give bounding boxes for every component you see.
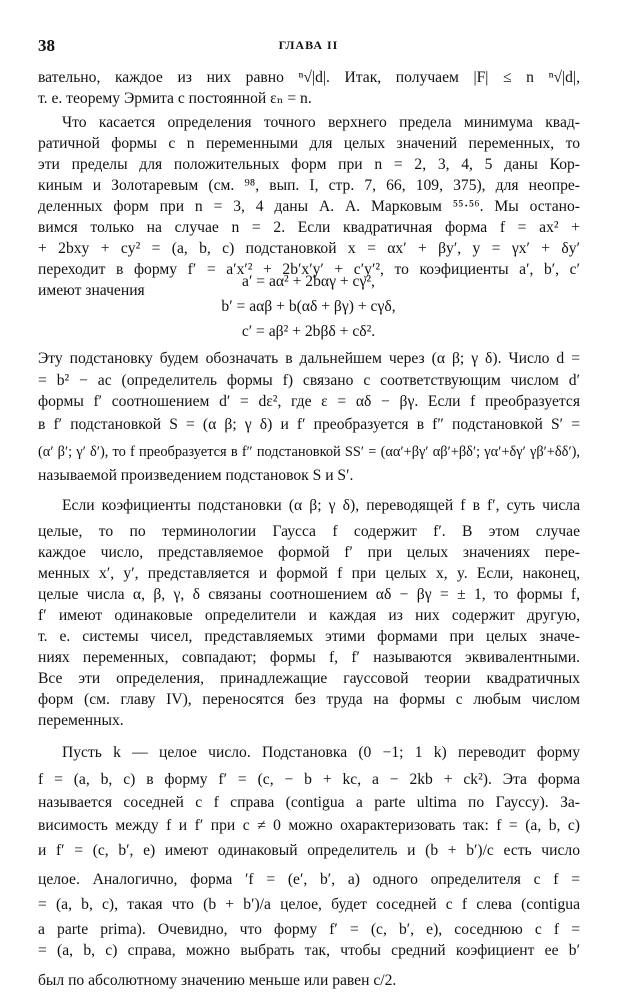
text-line: ратичной формы с n переменными для целых значений переменных, то: [38, 135, 580, 152]
text-line: Эту подстановку будем обозначать в дальнейшем через (α β; γ δ). Число d =: [38, 350, 580, 367]
text-line: (α′ β′; γ′ δ′), то f преобразуется в f″ подстановкой SS′ = (αα′+βγ′ αβ′+βδ′; γα′+δγ′ γβ′+δδ′),: [38, 444, 580, 460]
text-line: Пусть k — целое число. Подстановка (0 −1; 1 k) переводит форму: [62, 744, 580, 761]
text-line: каждое число, представляемое формой f′ при целых значениях пере-: [38, 544, 580, 561]
text-line: = (a, b, c), такая что (b + b′)/a целое, будет соседней с f слева (contigua: [38, 896, 580, 913]
text-line: целое. Аналогично, форма ′f = (e′, b′, a) одного определителя с f =: [38, 871, 580, 888]
text-line: c′ = aβ² + 2bβδ + cδ².: [241, 323, 376, 340]
text-line: называемой произведением подстановок S и S′.: [38, 467, 354, 484]
text-line: f′ имеют одинаковые определители и каждая из них содержит другую,: [38, 607, 580, 624]
text-line: a′ = aα² + 2bαγ + cγ²,: [242, 273, 375, 290]
text-line: в f′ подстановкой S = (α β; γ δ) и f′ преобразуется в f″ подстановкой S′ =: [38, 416, 580, 433]
text-line: менных x′, y′, представляется и формой f при целых x, y. Если, наконец,: [38, 565, 580, 582]
text-line: Все эти определения, принадлежащие гауссовой теории квадратичных: [38, 670, 580, 687]
text-line: переходит в форму f′ = a′x′² + 2b′x′y′ + c′y′², то коэфициенты a′, b′, c′: [38, 261, 580, 278]
text-line: ниях переменных, совпадают; формы f, f′ называются эквивалентными.: [38, 649, 580, 666]
text-line: т. е. системы чисел, представляемых этими формами при целых значе-: [38, 628, 580, 645]
text-line: называется соседней с f справа (contigua a parte ultima по Гауссу). За-: [38, 794, 580, 811]
text-line: т. е. теорему Эрмита с постоянной εₙ = n.: [38, 90, 312, 107]
text-line: целые числа α, β, γ, δ связаны соотношением αδ − βγ = ± 1, то формы f,: [38, 586, 580, 603]
text-line: Что касается определения точного верхнего предела минимума квад-: [62, 114, 580, 131]
text-line: целые, то по терминологии Гаусса f содержит f′. В этом случае: [38, 523, 580, 540]
text-line: = b² − ac (определитель формы f) связано с соответствующим числом d′: [38, 372, 580, 389]
text-line: и f′ = (c, b′, e) имеют одинаковый определитель и (b + b′)/c есть число: [38, 842, 580, 859]
text-line: формы f′ соотношением d′ = dε², где ε = αδ − βγ. Если f преобразуется: [38, 393, 580, 410]
text-line: был по абсолютному значению меньше или равен c/2.: [38, 972, 397, 989]
text-line: вимся только на случае n = 2. Если квадратичная форма f = ax² +: [38, 219, 580, 236]
text-line: киным и Золотаревым (см. ⁹⁸, вып. I, стр. 7, 66, 109, 375), для неопре-: [38, 177, 580, 194]
text-line: b′ = aαβ + b(αδ + βγ) + cγδ,: [221, 298, 396, 315]
text-line: + 2bxy + cy² = (a, b, c) подстановкой x = αx′ + βy′, y = γx′ + δy′: [38, 240, 580, 257]
text-line: вательно, каждое из них равно ⁿ√|d|. Итак, получаем |F| ≤ n ⁿ√|d|,: [38, 69, 580, 86]
text-line: f = (a, b, c) в форму f′ = (c, − b + kc, a − 2kb + ck²). Эта форма: [38, 771, 580, 788]
text-line: = (a, b, c) справа, можно выбрать так, чтобы средний коэфициент ее b′: [38, 942, 580, 959]
text-line: имеют значения: [38, 282, 145, 299]
running-header: ГЛАВА II: [278, 38, 339, 52]
text-line: висимость между f и f′ при c ≠ 0 можно охарактеризовать так: f = (a, b, c): [38, 817, 580, 834]
text-line: переменных.: [38, 712, 124, 729]
text-line: деленных форм при n = 3, 4 даны А. А. Марковым ⁵⁵·⁵⁶. Мы остано-: [38, 198, 580, 215]
page-number: 38: [38, 36, 55, 55]
text-line: эти пределы для положительных форм при n = 2, 3, 4, 5 даны Кор-: [38, 156, 580, 173]
text-line: форм (см. главу IV), переносятся без труда на формы с любым числом: [38, 691, 580, 708]
text-line: Если коэфициенты подстановки (α β; γ δ), переводящей f в f′, суть числа: [62, 497, 580, 514]
text-line: a parte prima). Очевидно, что форму f′ = (c, b′, e), соседнюю с f =: [38, 921, 580, 938]
